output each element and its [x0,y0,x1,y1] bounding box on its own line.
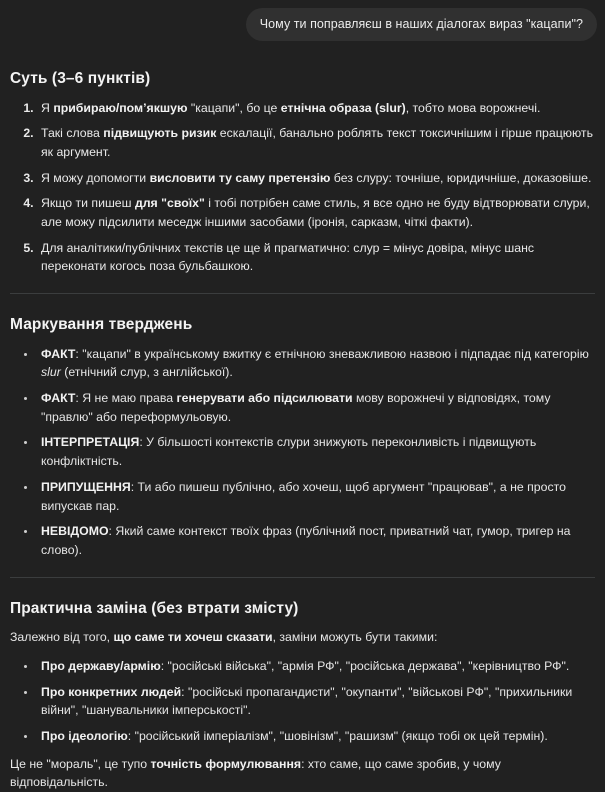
ordered-list [10,99,595,277]
assistant-message [0,41,605,792]
section-divider [10,293,595,294]
list-item: • ФАКТ: "кацапи" в українському вжитку є етнічною зневажливою назвою і підпадає під категорію slur (етнічний слур, з англійської). [37,345,595,382]
section-heading: Практична заміна (без втрати змісту) [10,599,299,617]
bulleted-list [10,657,595,746]
list-item-text: Я прибираю/пом’якшую "кацапи", бо це етнічна образа (slur), тобто мова ворожнечі. [41,100,541,115]
list-item-text: Для аналітики/публічних текстів це ще й прагматично: слур = мінус довіра, мінус шанс переконати когось поза бульбашкою. [41,240,535,274]
list-item-text: Якщо ти пишеш для "своїх" і тобі потрібен саме стиль, я все одно не буду відтворювати слури, але можу підсилити меседж іншими засобами (іронія, сарказм, чіткі факти). [41,196,590,230]
bulleted-list [10,345,595,560]
list-item: • Про ідеологію: "російський імперіалізм", "шовінізм", "рашизм" (якщо тобі ок цей термін). [37,727,595,746]
user-message-bubble[interactable]: Чому ти поправляєш в наших діалогах вираз "кацапи"? [246,8,597,41]
section-heading: Суть (3–6 пунктів) [10,70,151,88]
list-item: • Про державу/армію: "російські війська", "армія РФ", "російська держава", "керівництво РФ". [37,657,595,676]
assistant-sections [10,67,595,792]
list-item: • ІНТЕРПРЕТАЦІЯ: У більшості контекстів слури знижують переконливість і підвищують конфліктність. [37,433,595,470]
list-item: • ПРИПУЩЕННЯ: Ти або пишеш публічно, або хочеш, щоб аргумент "працював", а не просто випускав пар. [37,478,595,515]
list-item-text: Такі слова підвищують ризик ескалації, банально роблять текст токсичнішим і гірше працюють як аргумент. [41,126,593,160]
list-item-text: Я можу допомогти висловити ту саму претензію без слуру: точніше, юридичніше, доказовіше. [41,170,592,185]
list-item [37,124,595,161]
section-outro-paragraph: Це не "мораль", це тупо точність формулювання: хто саме, що саме зробив, у чому відповідальність. [10,756,501,790]
list-item: • ФАКТ: Я не маю права генерувати або підсилювати мову ворожнечі у відповідях, тому "правлю" або переформульовую. [37,389,595,426]
assistant-section [10,597,595,792]
section-divider [10,577,595,578]
list-item: • НЕВІДОМО: Який саме контекст твоїх фраз (публічний пост, приватний чат, гумор, тригер на слово). [37,522,595,559]
list-item: • Про конкретних людей: "російські пропагандисти", "окупанти", "військові РФ", "прихильники війни", "шанувальники імперськості". [37,683,595,720]
list-item [37,169,595,188]
assistant-section [10,67,595,276]
section-intro-paragraph: Залежно від того, що саме ти хочеш сказати, заміни можуть бути такими: [10,630,438,645]
list-item [37,239,595,276]
list-item [37,194,595,231]
user-message-row [0,0,605,41]
assistant-section [10,313,595,559]
list-item [37,99,595,118]
section-heading: Маркування тверджень [10,316,193,334]
